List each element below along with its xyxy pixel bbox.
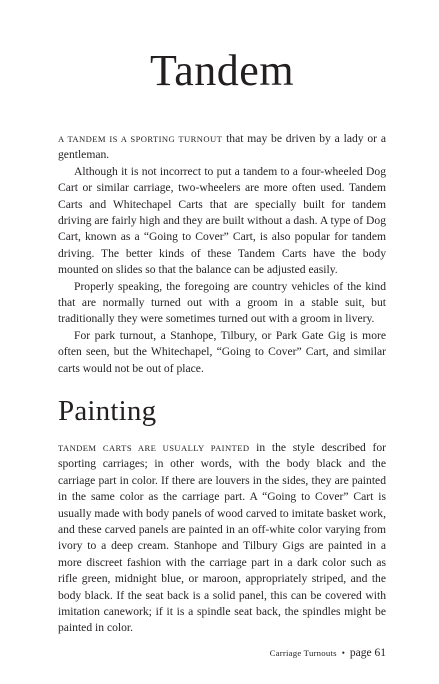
painting-paragraph-1: [58, 440, 386, 637]
painting-paragraph-1-text: in the style described for sporting carriages; in other words, with the body black and the carriage part in color. If there are louvers in the sides, they are painted in the same color as the carriage part. A “Going to Cover” Cart is usually made with body panels of wood carved to imitate basket work, and these carved panels are painted in an off-white color varying from ivory to a deep cream. Stanhope and Tilbury Gigs are painted in a more discreet fashion with the carriage part in a dark color such as rifle green, midnight blue, or maroon, appropriately striped, and the body black. If the seat back is a solid panel, this can be covered with imitation canework; if it is a spindle seat back, the spindles might be painted in color.: [58, 441, 386, 635]
painting-lead-in: TANDEM CARTS ARE USUALLY PAINTED: [58, 443, 250, 453]
footer-separator: •: [341, 648, 345, 658]
footer-page-number: page 61: [349, 647, 386, 659]
page-title: Tandem: [149, 46, 295, 95]
tandem-paragraph-3: Properly speaking, the foregoing are country vehicles of the kind that are normally turned out with a groom in a stable suit, but traditionally they were sometimes turned out with a groom in livery.: [58, 279, 386, 326]
painting-section: [58, 394, 386, 637]
tandem-lead-in: A TANDEM IS A SPORTING TURNOUT: [58, 134, 223, 144]
tandem-paragraph-4: For park turnout, a Stanhope, Tilbury, or Park Gate Gig is more often seen, but the Whitechapel, “Going to Cover” Cart, and similar carts would not be out of place.: [58, 328, 386, 375]
footer-book-title: Carriage Turnouts: [269, 648, 337, 658]
tandem-paragraph-1-text: that may be driven by a lady or a gentleman.: [58, 132, 386, 162]
painting-heading: Painting: [58, 395, 157, 427]
book-page: [58, 0, 386, 684]
tandem-section: [58, 131, 386, 377]
page-footer: [270, 646, 386, 660]
tandem-paragraph-1: [58, 131, 386, 164]
tandem-paragraph-2: Although it is not incorrect to put a tandem to a four-wheeled Dog Cart or similar carriage, two-wheelers are more often used. Tandem Carts and Whitechapel Carts that are specially built for tandem driving are fairly high and they are built without a dash. A type of Dog Cart, known as a “Going to Cover” Cart, is also popular for tandem driving. The better kinds of these Tandem Carts have the body mounted on slides so that the balance can be adjusted easily.: [58, 164, 386, 277]
